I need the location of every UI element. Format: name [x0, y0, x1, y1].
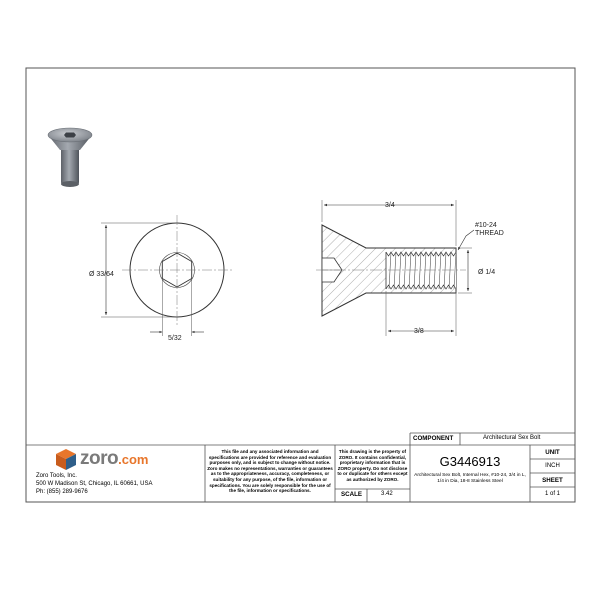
part-description: Architectural Sex Bolt, Internal Hex, #10-24, 3/4 in L, 1/4 in Dia, 18-8 Stainless Steel — [414, 473, 526, 484]
sheet-value: 1 of 1 — [544, 491, 560, 497]
dim-hex-size: 5/32 — [168, 335, 182, 342]
component-value: Architectural Sex Bolt — [483, 435, 541, 441]
company-phone: Ph: (855) 289-9676 — [36, 489, 88, 495]
dim-head-diameter: Ø 33/64 — [89, 271, 114, 278]
dim-overall-length: 3/4 — [385, 202, 395, 209]
dim-thread-length: 3/8 — [414, 328, 424, 335]
company-address: 500 W Madison St, Chicago, IL 60661, USA — [36, 481, 153, 487]
zoro-logo-cube-icon — [56, 449, 76, 470]
dim-thread-spec: #10-24 — [475, 222, 497, 229]
scale-value: 3.42 — [381, 491, 393, 497]
unit-value: INCH — [545, 463, 560, 469]
bolt-3d-preview — [48, 128, 92, 187]
sheet-label: SHEET — [542, 477, 563, 484]
logo-zoro: zoro — [80, 448, 119, 469]
top-view — [101, 215, 232, 336]
dim-shank-diameter: Ø 1/4 — [478, 269, 496, 276]
disclaimer-reference: This file and any associated information and specifications are provided for reference and evaluation purposes only, and is subject to change without notice. Zoro makes no representations, warranties or guarantees as to the appropriateness, accuracy, completeness, or suitability for any purpose, of the file, information or specifications. You are solely responsible for the use of the file, information or specifications. — [207, 449, 333, 494]
scale-label: SCALE — [341, 491, 362, 498]
dim-thread-word: THREAD — [475, 230, 504, 237]
component-label: COMPONENT — [413, 435, 454, 442]
unit-label: UNIT — [545, 449, 560, 456]
side-section-view — [316, 200, 474, 336]
company-name: Zoro Tools, Inc. — [36, 473, 77, 479]
logo-dotcom: .com — [118, 452, 149, 467]
part-number: G3446913 — [439, 454, 501, 469]
logo-wordmark — [80, 448, 148, 470]
disclaimer-property: This drawing is the property of ZORO. It contains confidential, proprietary information that is ZORO property. Do not disclose to or duplicate for others except as authorized by ZORO. — [337, 449, 408, 482]
